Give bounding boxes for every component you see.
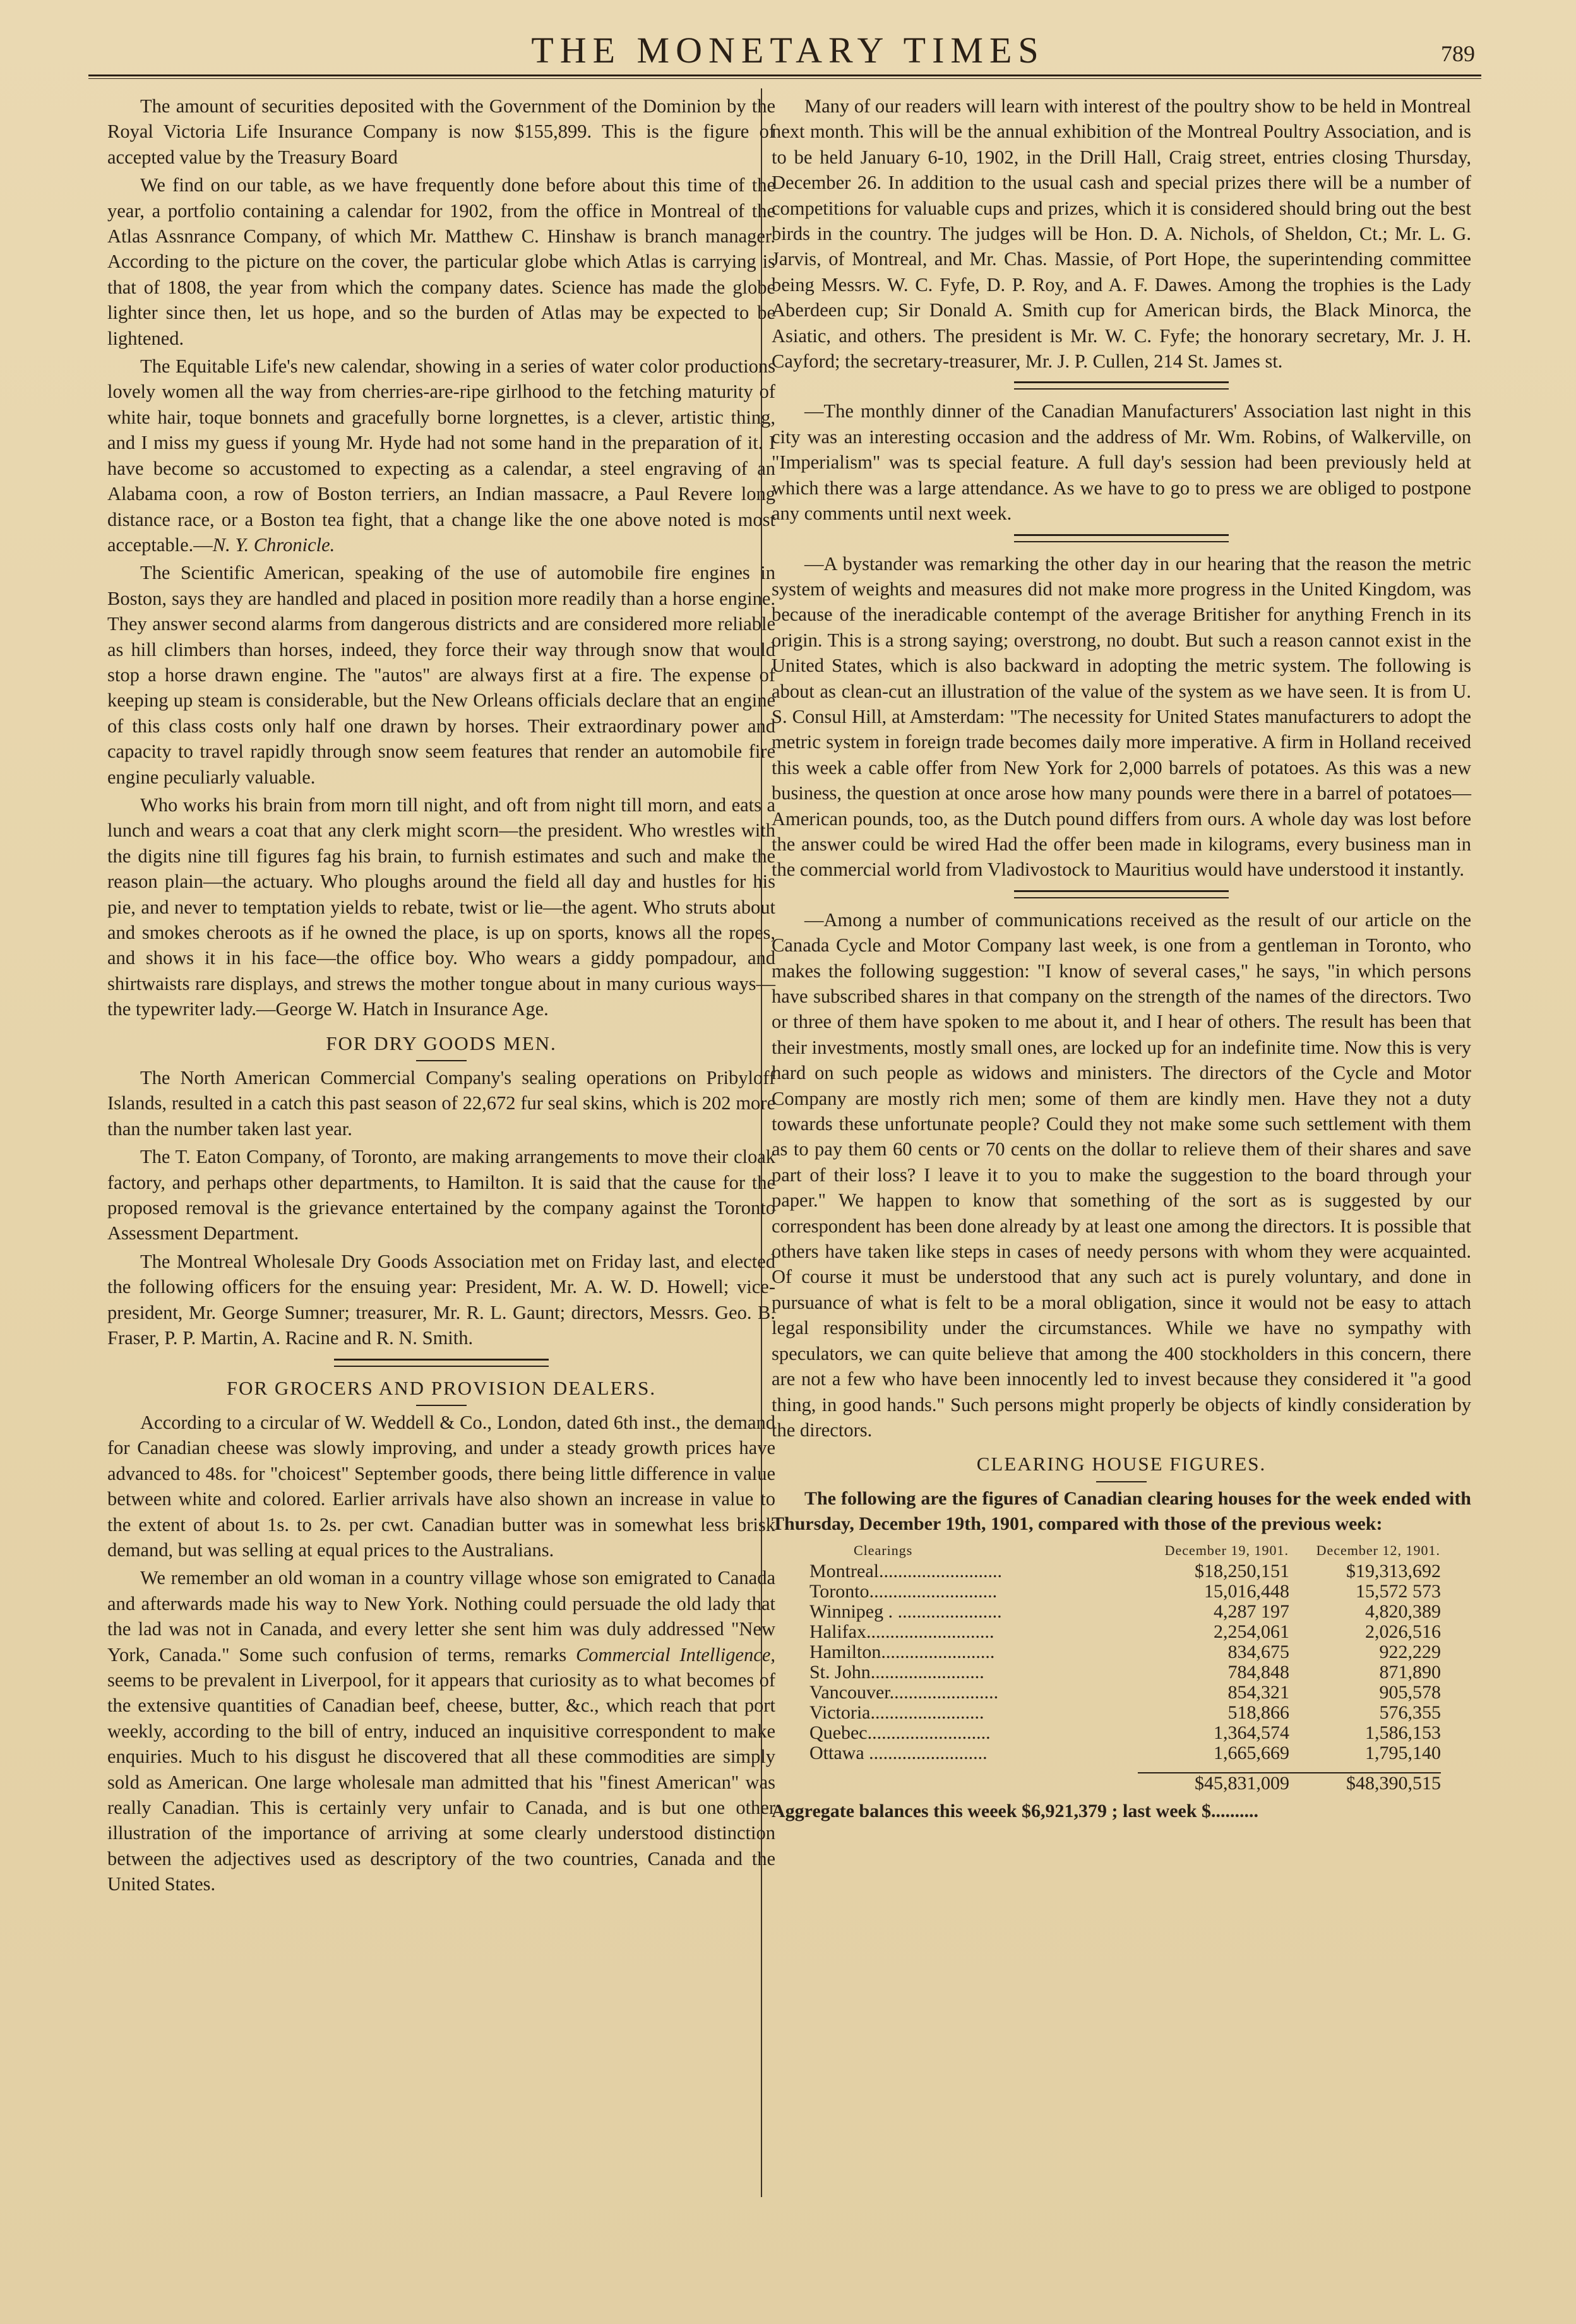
clearing-previous-week: 2,026,516 [1365, 1621, 1441, 1642]
city-name: Ottawa [809, 1743, 864, 1763]
table-row [809, 1561, 1441, 1582]
masthead-rule [88, 74, 1481, 79]
clearing-previous-week: 4,820,389 [1365, 1600, 1441, 1622]
clearing-previous-week: 1,795,140 [1365, 1742, 1441, 1763]
column-header: December 19, 1901. [1164, 1542, 1289, 1558]
section-separator [1014, 534, 1229, 542]
city-name: Vancouver [809, 1682, 890, 1703]
clearing-current-week: $18,250,151 [1195, 1560, 1289, 1582]
masthead [88, 25, 1488, 76]
table-row [809, 1743, 1441, 1763]
city-cell [809, 1622, 1138, 1642]
city-name: Halifax [809, 1621, 866, 1642]
total-previous-week: $48,390,515 [1289, 1763, 1441, 1794]
clearing-previous-week: 15,572 573 [1356, 1580, 1441, 1602]
table-header-row [809, 1540, 1441, 1561]
city-name: Quebec [809, 1722, 868, 1743]
leader-dots: ........................... [866, 1621, 994, 1642]
article-dry-goods-association: The Montreal Wholesale Dry Goods Association met on Friday last, and elected the following officers for the ensuing year: President, Mr. A. W. D. Howell; vice-president, Mr. George Sumner; treasurer, Mr. R. L. Gaunt; directors, Messrs. Geo. B. Fraser, P. P. Martin, A. Racine and R. N. Smith. [107, 1250, 775, 1349]
article-who-works: Who works his brain from morn till night, and oft from night till morn, and eats a lunch and wears a coat that any clerk might scorn—the president. Who wrestles with the digits nine till figures fag his brain, to furnish estimates and such and make the reason plain—the actuary. Who ploughs around the field all day and hustles for his pie, and never to temptation yields to rebate, twist or lie—the agent. Who struts about and smokes cheroots as if he owned the place, is up on sports, knows all the ropes, and shows it in his face—the office boy. Who wears a giddy pompadour, and shirtwaists rare displays, and strews the mother tongue about in many curious ways—the typewriter lady.—George W. Hatch in Insurance Age. [107, 794, 775, 1020]
publication-title: THE MONETARY TIMES [531, 30, 1045, 71]
table-row [809, 1582, 1441, 1602]
aggregate-balances: Aggregate balances this weeek $6,921,379 ; last week $.......... [772, 1800, 1259, 1821]
article-poultry-show: Many of our readers will learn with interest of the poultry show to be held in Montreal next month. This will be the annual exhibition of the Montreal Poultry Association, and is to be held January 6-10, 1902, in the Drill Hall, Craig street, entries closing Thursday, December 26. In addition to the usual cash and special prizes there will be a number of competitions for valuable cups and prizes, which it is considered should bring out the best birds in the country. The judges will be Hon. D. A. Nichols, of Sheldon, Ct.; Mr. L. G. Jarvis, of Montreal, and Mr. Chas. Massie, of Port Hope, the superintending committee being Messrs. W. C. Fyfe, D. P. Roy, and A. F. Dawes. Among the trophies is the Lady Aberdeen cup; Sir Donald A. Smith cup for American birds, the Black Minorca, the Asiatic, and others. The president is Mr. W. C. Fyfe; the honorary secretary, Mr. J. H. Cayford; the secretary-treasurer, Mr. J. P. Cullen, 214 St. James st. [772, 95, 1471, 372]
article-fire-engines: The Scientific American, speaking of the use of automobile fire engines in Boston, says they are handled and placed in position more readily than a horse engine. They answer second alarms from dangerous districts and are considered more reliable as hill climbers than horses, indeed, they force their way through snow that would stop a horse drawn engine. The "autos" are always first at a fire. The expense of keeping up steam is considerable, but the New Orleans officials declare that an engine of this class costs only half one drawn by horses. Their extraordinary power and capacity to travel rapidly through snow seem features that render an automobile fire engine peculiarly valuable. [107, 562, 775, 788]
clearing-intro: The following are the figures of Canadian clearing houses for the week ended with Thursday, December 19th, 1901, compared with those of the previous week: [772, 1487, 1471, 1535]
section-heading-dry-goods: FOR DRY GOODS MEN. [107, 1031, 775, 1061]
section-heading-clearing: CLEARING HOUSE FIGURES. [772, 1451, 1471, 1482]
article-sealing: The North American Commercial Company's sealing operations on Pribyloff Islands, resulted in a catch this past season of 22,672 fur seal skins, which is 202 more than the number taken last year. [107, 1067, 775, 1140]
article-atlas-calendar: We find on our table, as we have frequently done before about this time of the year, a portfolio containing a calendar for 1902, from the office in Montreal of the Atlas Assnrance Company, of which Mr. Matthew C. Hinshaw is branch manager. According to the picture on the cover, the particular globe which Atlas is carrying is that of 1808, the year from which the company dates. Science has made the globe lighter since then, let us hope, and so the burden of Atlas may be expected to be lightened. [107, 174, 775, 349]
article-canada-cycle: —Among a number of communications received as the result of our article on the Canada Cycle and Motor Company last week, is one from a gentleman in Toronto, who makes the following suggestion: "I know of several cases," he says, "in which persons have subscribed shares in that company on the strength of the names of the directors. Two or three of them have spoken to me about it, and I hear of others. The result has been that their investments, mostly small ones, are locked up for an indefinite time. Now this is very hard on such people as widows and ministers. The directors of the Cycle and Motor Company are mostly rich men; some of them are kindly men. Have they not a duty towards these unfortunate people? Could they not make some such settlement with them as to pay them 60 cents or 70 cents on the dollar to relieve them of their shares and save part of their loss? I leave it to you to make the suggestion to the board through your paper." We happen to know that something of the sort as is suggested by our correspondent has been done already by at least one among the directors. It is possible that others have taken like steps in cases of needy persons with whom they were acquainted. Of course it must be understood that any such act is purely voluntary, and done in pursuance of what is felt to be a moral obligation, since it would not be easy to attach legal responsibility under the circumstances. While we have no sympathy with speculators, we can quite believe that among the 400 stockholders in this concern, there are not a few who have been innocently led to invest because they considered it "a good thing, in good hands." Such persons might properly be objects of kindly consideration by the directors. [772, 909, 1471, 1441]
leader-dots: ........................... [869, 1581, 998, 1602]
article-text: We remember an old woman in a country village whose son emigrated to Canada and afterwards made his way to New York. Nothing could persuade the old lady that the lad was not in Canada, and every letter she sent him was duly addressed "New York, Canada." Some such confusion of terms, remarks [107, 1567, 775, 1666]
article-source: Commercial Intelligence, [575, 1643, 775, 1666]
city-name: Toronto [809, 1581, 869, 1602]
article-metric-system: —A bystander was remarking the other day in our hearing that the reason the metric system of weights and measures did not make more progress in the United Kingdom, was because of the ineradicable contempt of the average Britisher for anything French in its origin. This is a strong saying; overstrong, no doubt. But such a reason cannot exist in the United States, which is also backward in adopting the metric system. The following is about as clean-cut an illustration of the value of the system as we have seen. It is from U. S. Consul Hill, at Amsterdam: "The necessity for United States manufacturers to adopt the metric system in foreign trade becomes daily more imperative. A firm in Holland received this week a cable offer from New York for 2,000 barrels of potatoes. As this was a new business, the question at once arose how many pounds were there in a barrel of potatoes—American pounds, too, as the Dutch pound differs from ours. A whole day was lost before the answer could be wired Had the offer been made in kilograms, every business man in the commercial world from Vladivostock to Mauritius would have understood it instantly. [772, 552, 1471, 881]
leader-dots: ........................ [870, 1702, 984, 1723]
article-manufacturers: —The monthly dinner of the Canadian Manufacturers' Association last night in this city was an interesting occasion and the address of Mr. Wm. Robins, of Walkerville, on "Imperialism" was ts special feature. A full day's session had been previously held at which there was a large attendance. As we have to go to press we are obliged to postpone any comments until next week. [772, 400, 1471, 525]
table-row [809, 1642, 1441, 1662]
clearing-current-week: 1,364,574 [1214, 1722, 1289, 1743]
clearing-previous-week: 871,890 [1379, 1661, 1441, 1683]
city-cell [809, 1743, 1138, 1763]
section-separator [334, 1359, 549, 1367]
table-row [809, 1602, 1441, 1622]
article-equitable-calendar [107, 354, 775, 557]
clearing-current-week: 4,287 197 [1214, 1600, 1289, 1622]
clearing-current-week: 854,321 [1227, 1681, 1289, 1703]
clearing-current-week: 1,665,669 [1214, 1742, 1289, 1763]
city-cell [809, 1582, 1138, 1602]
table-row [809, 1723, 1441, 1743]
city-cell [809, 1723, 1138, 1743]
clearing-previous-week: 576,355 [1379, 1701, 1441, 1723]
leader-dots: ......................... [864, 1743, 988, 1763]
section-separator [1014, 890, 1229, 898]
city-cell [809, 1662, 1138, 1683]
leader-dots: ........................ [870, 1662, 984, 1683]
clearing-previous-week: $19,313,692 [1346, 1560, 1441, 1582]
clearing-previous-week: 922,229 [1379, 1641, 1441, 1662]
city-cell [809, 1683, 1138, 1703]
article-cheese: According to a circular of W. Weddell & Co., London, dated 6th inst., the demand for Canadian cheese was slowly improving, and under a steady growth prices have advanced to 48s. for "choicest" September goods, there being little difference in value between white and colored. Earlier arrivals have also shown an increase in value to the extent of about 1s. to 2s. per cwt. Canadian butter was in somewhat less brisk demand, but was selling at equal prices to the Australians. [107, 1411, 775, 1561]
city-name: Winnipeg [809, 1601, 884, 1622]
city-cell [809, 1642, 1138, 1662]
city-cell [809, 1703, 1138, 1723]
table-row [809, 1622, 1441, 1642]
clearing-current-week: 518,866 [1227, 1701, 1289, 1723]
leader-dots: . ...................... [883, 1601, 1002, 1622]
table-row [809, 1683, 1441, 1703]
article-canada-new-york [107, 1565, 775, 1897]
total-week: $45,831,009 [1138, 1763, 1289, 1794]
city-cell [809, 1561, 1138, 1582]
clearing-current-week: 2,254,061 [1214, 1621, 1289, 1642]
clearing-previous-week: 905,578 [1379, 1681, 1441, 1703]
table-total-row [809, 1763, 1441, 1794]
leader-dots: ....................... [889, 1682, 999, 1703]
article-securities: The amount of securities deposited with the Government of the Dominion by the Royal Victoria Life Insurance Company is now $155,899. This is the figure of accepted value by the Treasury Board [107, 95, 775, 168]
city-cell [809, 1602, 1138, 1622]
column-header: December 12, 1901. [1316, 1542, 1440, 1558]
leader-dots: .......................... [878, 1561, 1002, 1582]
article-text: The Equitable Life's new calendar, showing in a series of water color productions lovely women all the way from cherries-are-ripe girlhood to the fetching maturity of white hair, toque bonnets and gracefully borne lorgnettes, is a clever, artistic thing, and I miss my guess if young Mr. Hyde had not some hand in the preparation of it. I have become so accustomed to expecting as a calendar, a steel engraving of an Alabama coon, a row of Boston terriers, an Indian massacre, a Paul Revere long distance race, or a Boston tea fight, that a change like the one above noted is most acceptable.— [107, 355, 775, 556]
left-column [107, 93, 775, 1900]
table-row [809, 1662, 1441, 1683]
leader-dots: .......................... [867, 1722, 991, 1743]
page-number: 789 [1441, 41, 1475, 66]
section-heading-grocers: FOR GROCERS AND PROVISION DEALERS. [107, 1376, 775, 1406]
right-column [772, 93, 1471, 1824]
clearing-previous-week: 1,586,153 [1365, 1722, 1441, 1743]
city-name: Victoria [809, 1702, 871, 1723]
city-name: St. John [809, 1662, 871, 1683]
column-header: Clearings [854, 1542, 913, 1558]
city-name: Hamilton [809, 1642, 881, 1662]
article-text: seems to be prevalent in Liverpool, for it appears that curiosity as to what becomes of the extensive quantities of Canadian beef, cheese, butter, &c., which reach that port weekly, according to the bill of entry, induced an inquisitive correspondent to make enquiries. Much to his disgust he discovered that all these commodities are simply sold as American. One large wholesale man admitted that his "finest American" was really Canadian. This is certainly very unfair to Canada, and is but one other illustration of the importance of arriving at some clearly understood distinction between the adjectives used as descriptory of the two countries, Canada and the United States. [107, 1669, 775, 1895]
city-name: Montreal [809, 1561, 879, 1582]
section-separator [1014, 381, 1229, 390]
clearing-current-week: 784,848 [1227, 1661, 1289, 1683]
clearing-current-week: 834,675 [1227, 1641, 1289, 1662]
article-eaton: The T. Eaton Company, of Toronto, are making arrangements to move their cloak factory, and perhaps other departments, to Hamilton. It is said that the cause for the proposed removal is the grievance entertained by the company against the Toronto Assessment Department. [107, 1146, 775, 1244]
clearing-current-week: 15,016,448 [1204, 1580, 1289, 1602]
leader-dots: ........................ [881, 1642, 995, 1662]
clearing-table [809, 1540, 1441, 1794]
table-row [809, 1703, 1441, 1723]
article-source: N. Y. Chronicle. [212, 533, 335, 556]
clearing-table-body [809, 1561, 1441, 1763]
